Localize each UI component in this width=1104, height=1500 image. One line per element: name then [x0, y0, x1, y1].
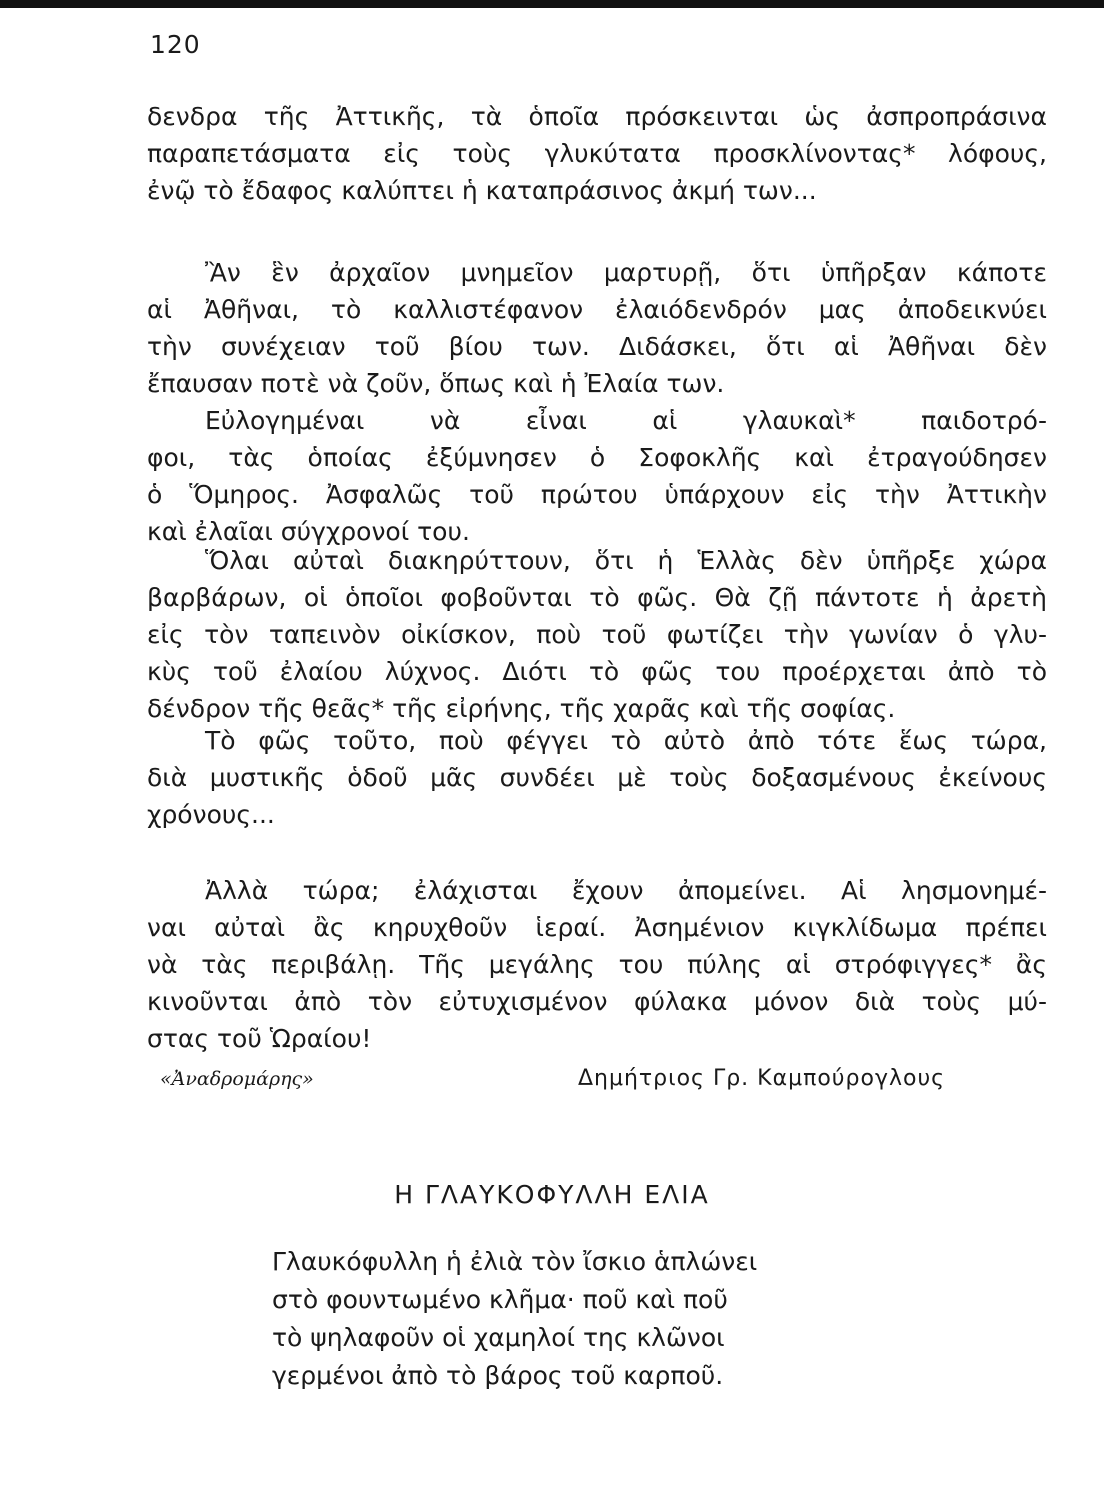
text-line: κινοῦνται ἀπὸ τὸν εὐτυχισμένον φύλακα μόνον διὰ τοὺς μύ- — [147, 987, 1047, 1016]
text-line: Εὐλογημέναι νὰ εἶναι αἱ γλαυκαὶ* παιδοτρό- — [205, 406, 1047, 435]
text-line: δενδρα τῆς Ἀττικῆς, τὰ ὁποῖα πρόσκεινται ὡς ἀσπροπράσινα — [147, 102, 1047, 131]
text-line: χρόνους... — [147, 800, 275, 829]
text-line: Τὸ φῶς τοῦτο, ποὺ φέγγει τὸ αὐτὸ ἀπὸ τότε ἕως τώρα, — [205, 726, 1047, 755]
text-line: Ἂν ἓν ἀρχαῖον μνημεῖον μαρτυρῇ, ὅτι ὑπῆρξαν κάποτε — [205, 258, 1047, 287]
poem-line: τὸ ψηλαφοῦν οἱ χαμηλοί της κλῶνοι — [272, 1323, 725, 1352]
text-line: φοι, τὰς ὁποίας ἐξύμνησεν ὁ Σοφοκλῆς καὶ ἐτραγούδησεν — [147, 443, 1047, 472]
text-line: τὴν συνέχειαν τοῦ βίου των. Διδάσκει, ὅτι αἱ Ἀθῆναι δὲν — [147, 332, 1047, 361]
text-line: δένδρον τῆς θεᾶς* τῆς εἰρήνης, τῆς χαρᾶς καὶ τῆς σοφίας. — [147, 694, 896, 723]
text-line: ἐνῷ τὸ ἔδαφος καλύπτει ἡ καταπράσινος ἀκμή των... — [147, 176, 817, 205]
text-line: ναι αὐταὶ ἂς κηρυχθοῦν ἱεραί. Ἀσημένιον κιγκλίδωμα πρέπει — [147, 913, 1047, 942]
text-line: Ἀλλὰ τώρα; ἐλάχισται ἔχουν ἀπομείνει. Αἱ λησμονημέ- — [205, 876, 1047, 905]
paragraph-4 — [147, 542, 1047, 727]
text-line: παραπετάσματα εἰς τοὺς γλυκύτατα προσκλίνοντας* λόφους, — [147, 139, 1047, 168]
poem-stanza — [272, 1243, 757, 1395]
paragraph-2 — [147, 254, 1047, 402]
text-line: εἰς τὸν ταπεινὸν οἰκίσκον, ποὺ τοῦ φωτίζει τὴν γωνίαν ὁ γλυ- — [147, 620, 1047, 649]
text-line: ὁ Ὅμηρος. Ἀσφαλῶς τοῦ πρώτου ὑπάρχουν εἰς τὴν Ἀττικὴν — [147, 480, 1047, 509]
text-line: στας τοῦ Ὡραίου! — [147, 1024, 372, 1053]
paragraph-1 — [147, 98, 1047, 209]
source-citation: «Ἀναδρομάρης» — [160, 1068, 314, 1090]
author-name: Δημήτριος Γρ. Καμπούρογλους — [578, 1066, 946, 1091]
poem-title: Η ΓΛΑΥΚΟΦΥΛΛΗ ΕΛΙΑ — [394, 1180, 710, 1209]
text-line: διὰ μυστικῆς ὁδοῦ μᾶς συνδέει μὲ τοὺς δοξασμένους ἐκείνους — [147, 763, 1047, 792]
paragraph-5 — [147, 722, 1047, 833]
poem-line: γερμένοι ἀπὸ τὸ βάρος τοῦ καρποῦ. — [272, 1361, 724, 1390]
text-line: ἔπαυσαν ποτὲ νὰ ζοῦν, ὅπως καὶ ἡ Ἐλαία των. — [147, 369, 725, 398]
poem-line: στὸ φουντωμένο κλῆμα· ποῦ καὶ ποῦ — [272, 1285, 728, 1314]
text-line: κὺς τοῦ ἐλαίου λύχνος. Διότι τὸ φῶς του προέρχεται ἀπὸ τὸ — [147, 657, 1047, 686]
poem-line: Γλαυκόφυλλη ἡ ἐλιὰ τὸν ἴσκιο ἁπλώνει — [272, 1247, 758, 1276]
text-line: αἱ Ἀθῆναι, τὸ καλλιστέφανον ἐλαιόδενδρόν μας ἀποδεικνύει — [147, 295, 1047, 324]
paragraph-6 — [147, 872, 1047, 1057]
text-line: νὰ τὰς περιβάλῃ. Τῆς μεγάλης του πύλης αἱ στρόφιγγες* ἂς — [147, 950, 1047, 979]
page-number: 120 — [150, 30, 201, 59]
text-line: καὶ ἐλαῖαι σύγχρονοί του. — [147, 517, 470, 546]
text-line: Ὅλαι αὐταὶ διακηρύττουν, ὅτι ἡ Ἑλλὰς δὲν ὑπῆρξε χώρα — [205, 546, 1047, 575]
paragraph-3 — [147, 402, 1047, 550]
text-line: βαρβάρων, οἱ ὁποῖοι φοβοῦνται τὸ φῶς. Θὰ ζῇ πάντοτε ἡ ἀρετὴ — [147, 583, 1047, 612]
